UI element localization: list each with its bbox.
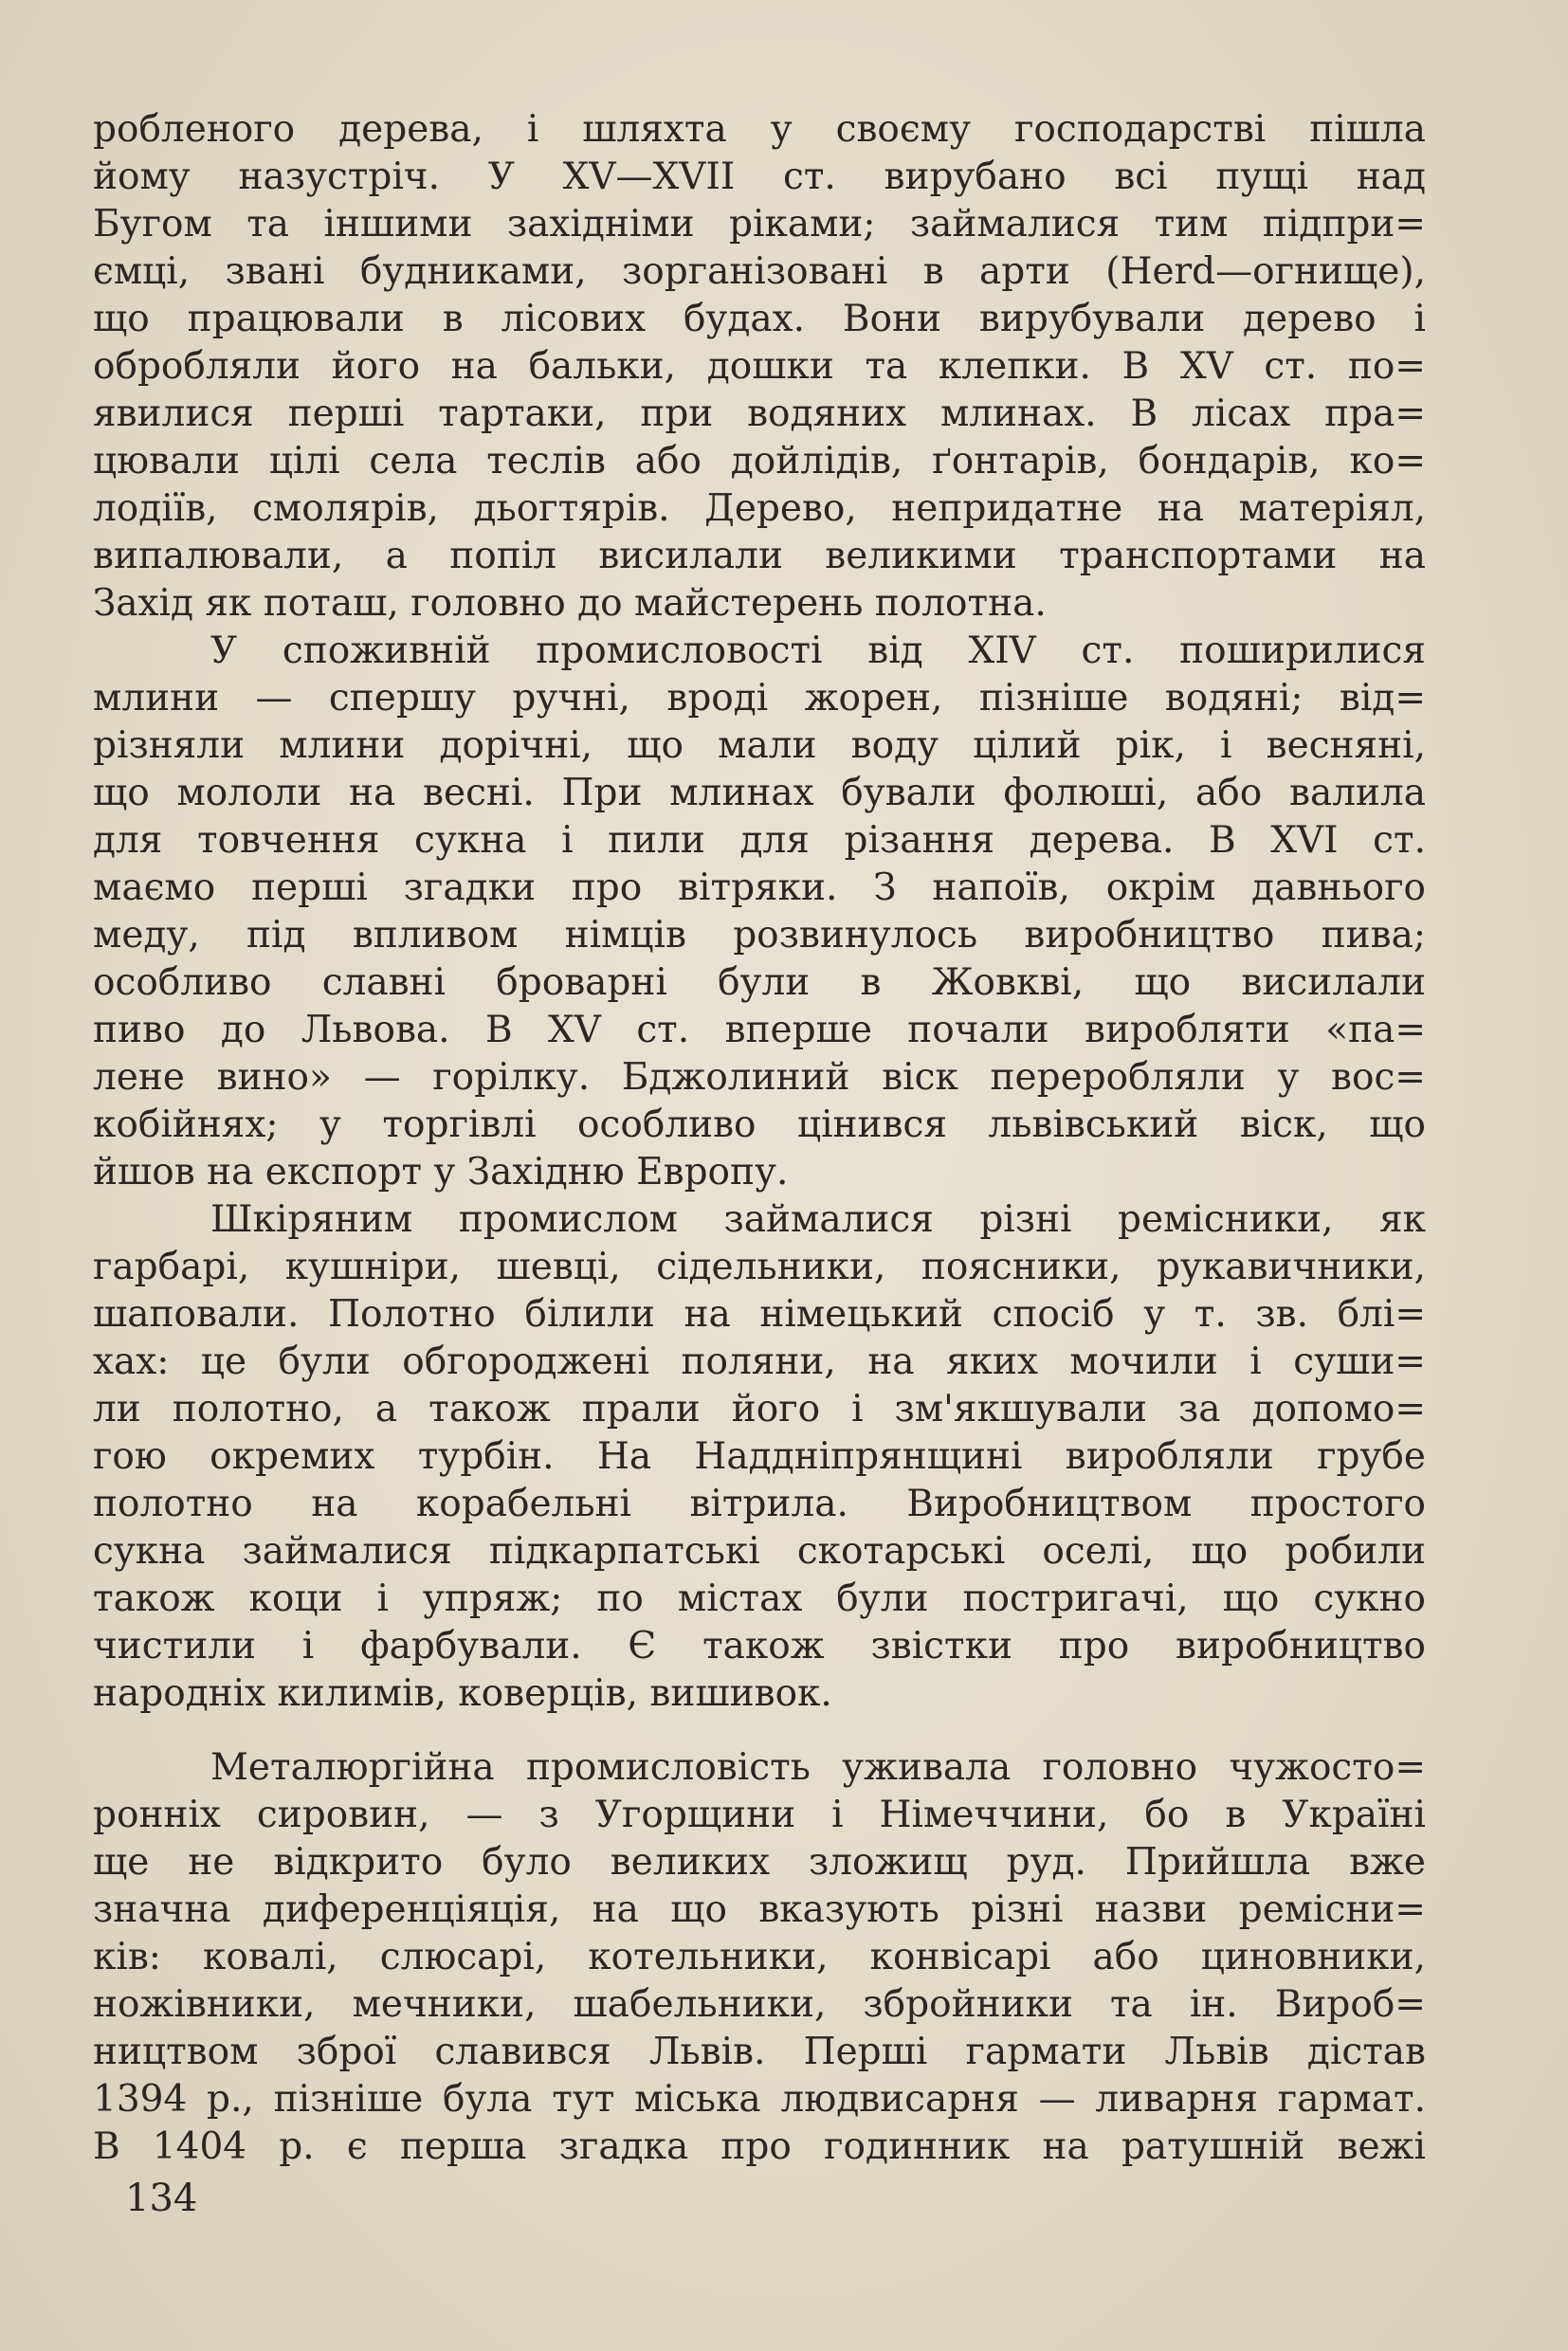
text-line: що працювали в лісових будах. Вони вирубували дерево і xyxy=(93,298,1426,340)
text-line: цювали цілі села теслів або дойлідів, ґонтарів, бондарів, ко= xyxy=(93,440,1426,483)
text-line: Металюргійна промисловість уживала головно чужосто= xyxy=(210,1746,1426,1789)
text-line: ємці, звані будниками, зорганізовані в арти (Herd—огнище), xyxy=(93,250,1426,293)
text-line: особливо славні броварні були в Жовкві, що висилали xyxy=(93,961,1426,1004)
text-line: значна диференціяція, на що вказують різні назви ремісни= xyxy=(93,1888,1426,1931)
text-line: народніх килимів, коверців, вишивок. xyxy=(93,1672,832,1715)
text-line: лене вино» — горілку. Бджолиний віск переробляли у вос= xyxy=(93,1056,1426,1099)
text-line: ли полотно, а також прали його і зм'якшували за допомо= xyxy=(93,1388,1426,1431)
text-line: ництвом зброї славився Львів. Перші гармати Львів дістав xyxy=(93,2031,1426,2073)
text-line: Шкіряним промислом займалися різні ремісники, як xyxy=(210,1198,1426,1241)
text-line: хах: це були обгороджені поляни, на яких мочили і суши= xyxy=(93,1340,1426,1383)
text-line: сукна займалися підкарпатські скотарські оселі, що робили xyxy=(93,1530,1426,1573)
text-line: випалювали, а попіл висилали великими транспортами на xyxy=(93,535,1426,577)
text-line: йому назустріч. У XV—XVII ст. вирубано всі пущі над xyxy=(93,155,1426,198)
text-line: 1394 р., пізніше була тут міська людвисарня — ливарня гармат. xyxy=(93,2078,1426,2121)
text-line: явилися перші тартаки, при водяних млинах. В лісах пра= xyxy=(93,392,1426,435)
text-line: гою окремих турбін. На Наддніпрянщині виробляли грубе xyxy=(93,1435,1426,1478)
text-line: У споживній промисловості від XIV ст. поширилися xyxy=(210,629,1426,672)
text-line: обробляли його на бальки, дошки та клепки. В XV ст. по= xyxy=(93,345,1426,388)
text-line: ще не відкрито було великих зложищ руд. Прийшла вже xyxy=(93,1841,1426,1884)
text-line: Бугом та іншими західніми ріками; займалися тим підпри= xyxy=(93,203,1426,246)
text-line: В 1404 р. є перша згадка про годинник на ратушній вежі xyxy=(93,2125,1426,2168)
text-line: лодіїв, смолярів, дьогтярів. Дерево, непридатне на матеріял, xyxy=(93,487,1426,530)
page-number: 134 xyxy=(125,2177,198,2220)
text-line: чистили і фарбували. Є також звістки про виробництво xyxy=(93,1625,1426,1668)
body-text xyxy=(93,106,1426,2171)
text-line: що мололи на весні. При млинах бували фолюші, або валила xyxy=(93,772,1426,814)
text-line: різняли млини дорічні, що мали воду цілий рік, і весняні, xyxy=(93,724,1426,767)
text-line: пиво до Львова. В XV ст. вперше почали виробляти «па= xyxy=(93,1009,1426,1051)
text-line: йшов на експорт у Західню Европу. xyxy=(93,1151,789,1194)
text-line: млини — спершу ручні, вроді жорен, пізніше водяні; від= xyxy=(93,677,1426,720)
text-line: гарбарі, кушніри, шевці, сідельники, поясники, рукавичники, xyxy=(93,1246,1426,1288)
text-line: кобійнях; у торгівлі особливо цінився львівський віск, що xyxy=(93,1103,1426,1146)
text-line: Захід як поташ, головно до майстерень полотна. xyxy=(93,582,1047,625)
text-line: маємо перші згадки про вітряки. З напоїв, окрім давнього xyxy=(93,866,1426,909)
text-line: ножівники, мечники, шабельники, збройники та ін. Вироб= xyxy=(93,1983,1426,2026)
paragraph-2 xyxy=(93,628,1426,1196)
paragraph-1 xyxy=(93,106,1426,628)
text-line: робленого дерева, і шляхта у своєму господарстві пішла xyxy=(93,108,1426,151)
text-line: шаповали. Полотно білили на німецький спосіб у т. зв. блі= xyxy=(93,1293,1426,1336)
text-line: для товчення сукна і пили для різання дерева. В XVI ст. xyxy=(93,819,1426,862)
paragraph-3 xyxy=(93,1196,1426,1718)
text-line: полотно на корабельні вітрила. Виробництвом простого xyxy=(93,1483,1426,1525)
text-line: меду, під впливом німців розвинулось виробництво пива; xyxy=(93,914,1426,957)
paragraph-4 xyxy=(93,1744,1426,2171)
text-line: ронніх сировин, — з Угорщини і Німеччини, бо в Україні xyxy=(93,1794,1426,1836)
text-line: ків: ковалі, слюсарі, котельники, конвісарі або циновники, xyxy=(93,1936,1426,1978)
text-line: також коци і упряж; по містах були постригачі, що сукно xyxy=(93,1577,1426,1620)
